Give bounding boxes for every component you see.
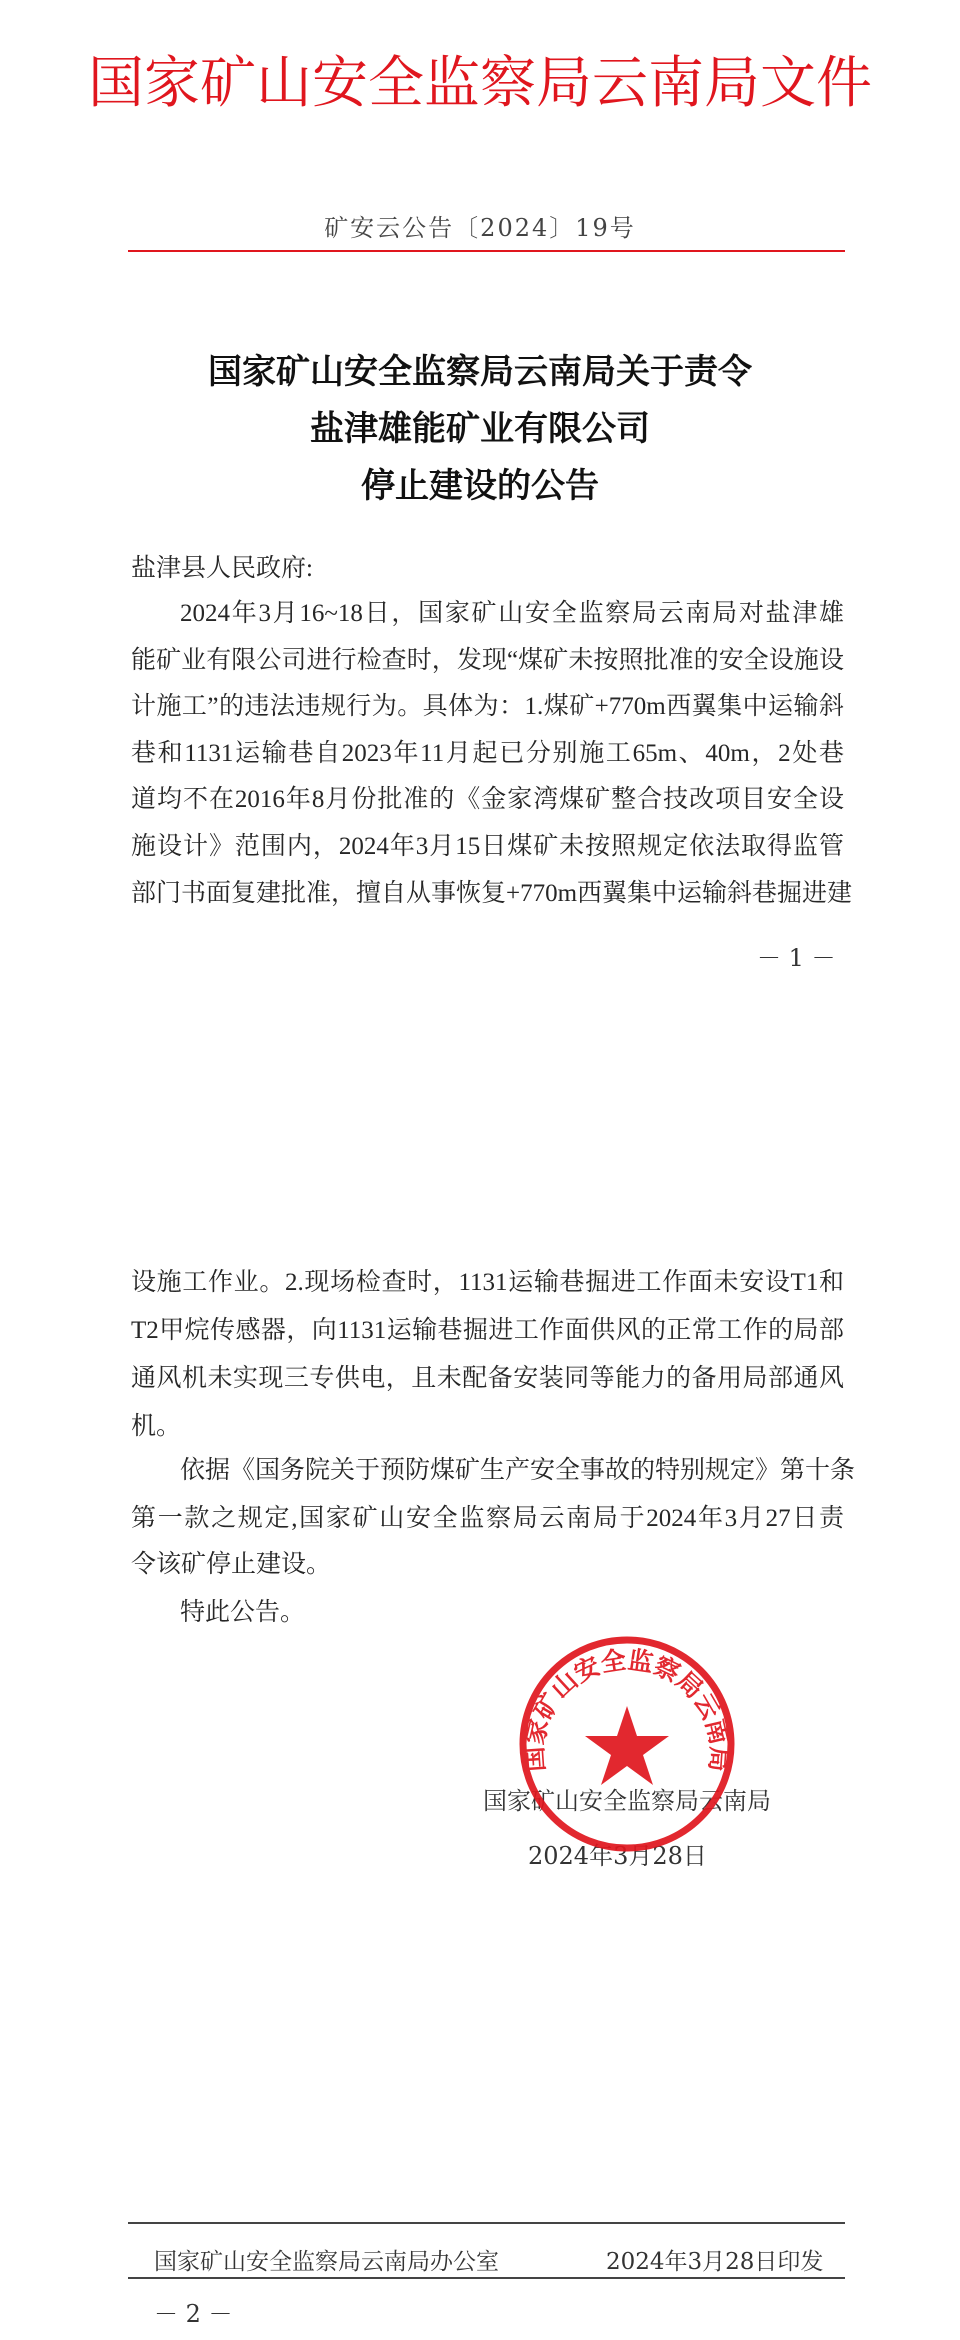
body-line: 部门书面复建批准，擅自从事恢复+770m西翼集中运输斜巷掘进建 — [131, 880, 853, 907]
body-line: 第一款之规定,国家矿山安全监察局云南局于2024年3月27日责 — [131, 1505, 844, 1532]
official-seal — [517, 1634, 737, 1854]
addressee: 盐津县人民政府: — [131, 555, 313, 582]
body-line: 施设计》范围内，2024年3月15日煤矿未按照规定依法取得监管 — [131, 833, 844, 860]
red-divider — [128, 250, 845, 252]
body-line: 巷和1131运输巷自2023年11月起已分别施工65m、40m，2处巷 — [131, 740, 844, 767]
body-line: 计施工”的违法违规行为。具体为：1.煤矿+770m西翼集中运输斜 — [131, 693, 844, 720]
body-line: 设施工作业。2.现场检查时，1131运输巷掘进工作面未安设T1和 — [131, 1269, 844, 1296]
document-title-line-3: 停止建设的公告 — [361, 466, 599, 506]
document-number: 矿安云公告〔2024〕19号 — [324, 214, 636, 242]
body-line: 能矿业有限公司进行检查时，发现“煤矿未按照批准的安全设施设 — [131, 647, 844, 674]
body-line: 道均不在2016年8月份批准的《金家湾煤矿整合技改项目安全设 — [131, 786, 844, 813]
body-line: 依据《国务院关于预防煤矿生产安全事故的特别规定》第十条 — [180, 1457, 856, 1484]
page-number-2: － 2 － — [154, 2300, 233, 2328]
footer-issuing-office: 国家矿山安全监察局云南局办公室 — [154, 2249, 499, 2275]
signature-organization: 国家矿山安全监察局云南局 — [483, 1787, 771, 1815]
signature-date: 2024年3月28日 — [528, 1842, 707, 1870]
body-line: 令该矿停止建设。 — [131, 1551, 332, 1578]
seal-text: 国家矿山安全监察局云南局 — [519, 1645, 735, 1773]
body-line: T2甲烷传感器，向1131运输巷掘进工作面供风的正常工作的局部 — [131, 1317, 844, 1344]
footer-print-date: 2024年3月28日印发 — [606, 2249, 824, 2275]
seal-star-icon — [585, 1706, 669, 1785]
page-number-1: － 1 － — [757, 944, 836, 972]
document-title-line-1: 国家矿山安全监察局云南局关于责令 — [208, 352, 752, 392]
footer-top-rule — [128, 2222, 845, 2224]
document-title-line-2: 盐津雄能矿业有限公司 — [310, 409, 650, 449]
issuer-title: 国家矿山安全监察局云南局文件 — [88, 51, 872, 116]
body-line: 通风机未实现三专供电，且未配备安装同等能力的备用局部通风 — [131, 1365, 844, 1392]
body-line: 2024年3月16~18日，国家矿山安全监察局云南局对盐津雄 — [180, 600, 844, 627]
footer-bottom-rule — [128, 2277, 845, 2279]
body-line: 机。 — [131, 1413, 182, 1440]
closing-text: 特此公告。 — [180, 1599, 306, 1626]
